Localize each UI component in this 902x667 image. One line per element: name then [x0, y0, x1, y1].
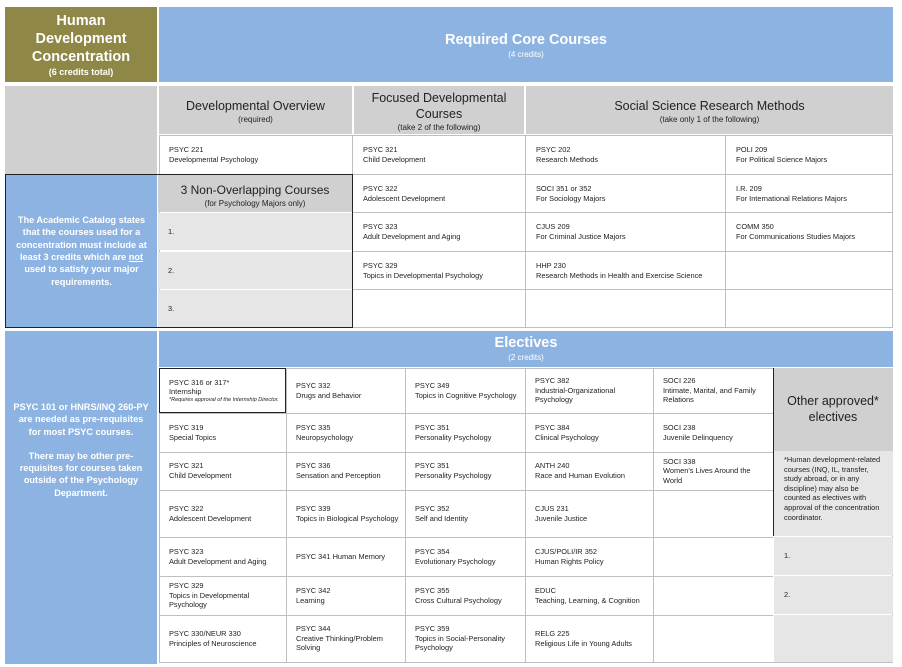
non-overlapping-header: [158, 175, 352, 212]
elective-course: [405, 576, 525, 615]
core-courses-title: Required Core Courses: [445, 32, 607, 48]
elective-course: [525, 490, 653, 537]
course-code: CJUS/POLI/IR 352: [535, 546, 598, 556]
prerequisite-other-note: There may be other pre-requisites for courses taken outside of the Psychology Department.: [19, 450, 143, 498]
row-divider: [653, 490, 773, 491]
other-electives-title: Other approved* electives: [787, 394, 879, 424]
elective-course: [159, 490, 286, 537]
course-code: PSYC 382: [535, 376, 570, 386]
focused-course-3: [353, 213, 525, 251]
course-code: PSYC 321: [363, 145, 398, 155]
course-code: PSYC 354: [415, 546, 450, 556]
course-code: PSYC 329: [363, 260, 398, 270]
course-code: HHP 230: [536, 260, 566, 270]
course-code: PSYC 349: [415, 380, 450, 390]
course-code: PSYC 330/NEUR 330: [169, 628, 241, 638]
course-name: Principles of Neuroscience: [169, 638, 257, 648]
core-courses-credits: (4 credits): [508, 50, 544, 59]
course-name: For Communications Studies Majors: [736, 232, 856, 241]
course-code: PSYC 336: [296, 461, 331, 471]
prerequisite-note-text: PSYC 101 or HNRS/INQ 260-PY are needed as pre-requisites for most PSYC courses.: [13, 402, 149, 437]
core-courses-banner: [159, 7, 893, 82]
other-electives-note: *Human development-related courses (INQ, IL, transfer, study abroad, or in any discipline) may also be counted as electives with approval of the concentration coordinator.: [774, 451, 893, 536]
course-name: Internship: [169, 387, 202, 397]
elective-course: [286, 452, 405, 490]
course-name: Adolescent Development: [363, 193, 446, 203]
developmental-overview-title: Developmental Overview: [186, 99, 325, 113]
course-name-cont: Solving: [296, 643, 321, 653]
electives-title: Electives: [494, 335, 558, 351]
course-code: PSYC 351: [415, 422, 450, 432]
other-elective-slot-1[interactable]: 1.: [774, 537, 893, 575]
course-code: PSYC 352: [415, 503, 450, 513]
course-code: PSYC 322: [169, 503, 204, 513]
course-name: For Sociology Majors: [536, 193, 606, 203]
course-name: Self and Identity: [415, 513, 469, 523]
course-name: Human Rights Policy: [535, 556, 604, 566]
elective-course: [286, 490, 405, 537]
catalog-note: [6, 175, 157, 327]
course-name: Personality Psychology: [415, 432, 492, 442]
course-name: Topics in Cognitive Psychology: [415, 390, 517, 400]
course-name: Women's Lives Around the: [663, 466, 751, 476]
elective-course: [525, 413, 653, 452]
research-course-hhp230: [526, 252, 725, 289]
left-spacer: [5, 86, 157, 174]
elective-course: [286, 413, 405, 452]
course-code: PSYC 339: [296, 503, 331, 513]
course-code: PSYC 329: [169, 581, 204, 591]
elective-course: [286, 368, 405, 413]
course-code: PSYC 332: [296, 380, 331, 390]
elective-course: [159, 368, 286, 413]
non-overlapping-note: (for Psychology Majors only): [204, 199, 306, 208]
course-code: CJUS 231: [535, 503, 569, 513]
course-name: For International Relations Majors: [736, 193, 847, 203]
non-overlap-slot-2[interactable]: 2.: [158, 252, 352, 289]
focused-course-1: [353, 136, 525, 174]
elective-course: [405, 368, 525, 413]
course-name: Child Development: [169, 471, 232, 480]
non-overlapping-title: 3 Non-Overlapping Courses: [180, 183, 330, 197]
course-code: SOCI 338: [663, 456, 696, 466]
core-course-psyc221: [159, 135, 352, 174]
course-name: Topics in Developmental Psychology: [363, 270, 483, 280]
other-elective-slot-2[interactable]: 2.: [774, 576, 893, 614]
course-code: PSYC 221: [169, 144, 204, 154]
course-name: Child Development: [363, 155, 426, 164]
course-code: SOCI 226: [663, 376, 696, 386]
non-overlap-slot-1[interactable]: 1.: [158, 213, 352, 250]
course-name-cont: World: [663, 475, 683, 485]
elective-course: [286, 615, 405, 662]
course-name-cont: Psychology: [169, 600, 207, 610]
research-course-cjus209: [526, 213, 725, 251]
course-name: Juvenile Justice: [535, 513, 588, 523]
course-name: Cross Cultural Psychology: [415, 595, 502, 605]
research-methods-title: Social Science Research Methods: [614, 99, 805, 113]
focused-course-4: [353, 252, 525, 289]
course-code: PSYC 351: [415, 461, 450, 471]
research-course-psyc202: [526, 136, 725, 174]
course-name: Adolescent Development: [169, 513, 252, 523]
course-code: PSYC 321: [169, 461, 204, 471]
developmental-overview-note: (required): [238, 115, 273, 124]
research-course-soci351: [526, 175, 725, 212]
research-methods-header: [526, 86, 893, 134]
prerequisite-note: [5, 331, 157, 664]
course-name: Personality Psychology: [415, 471, 492, 480]
course-name: Topics in Developmental: [169, 590, 250, 600]
non-overlap-slot-3[interactable]: 3.: [158, 290, 352, 327]
course-name: Religious Life in Young Adults: [535, 638, 632, 648]
course-code: ANTH 240: [535, 461, 570, 471]
course-name: Sensation and Perception: [296, 471, 381, 480]
course-code: PSYC 355: [415, 585, 450, 595]
concentration-header: [5, 7, 157, 82]
course-code: EDUC: [535, 585, 556, 595]
course-name: Juvenile Delinquency: [663, 432, 733, 442]
course-code: PSYC 202: [536, 145, 571, 155]
course-name: Adult Development and Aging: [363, 232, 461, 241]
elective-course: [653, 452, 773, 490]
course-name: Special Topics: [169, 432, 217, 442]
course-name: Creative Thinking/Problem: [296, 633, 383, 643]
research-course-comm350: [726, 213, 893, 251]
row-divider: [653, 615, 773, 616]
elective-course: [405, 452, 525, 490]
course-code: COMM 350: [736, 222, 774, 232]
focused-course-2: [353, 175, 525, 212]
course-code: PSYC 316 or 317*: [169, 377, 230, 387]
course-name: For Criminal Justice Majors: [536, 232, 626, 241]
elective-course: [286, 576, 405, 615]
course-name: Clinical Psychology: [535, 432, 599, 442]
course-code: CJUS 209: [536, 222, 570, 232]
electives-banner: [159, 331, 893, 367]
course-name: Learning: [296, 595, 325, 605]
course-code: RELG 225: [535, 628, 570, 638]
elective-course: [653, 413, 773, 452]
course-code: PSYC 344: [296, 624, 331, 634]
course-code: PSYC 342: [296, 585, 331, 595]
course-name: Research Methods: [536, 155, 599, 164]
research-methods-note: (take only 1 of the following): [659, 115, 760, 124]
elective-course: [405, 413, 525, 452]
course-name: Evolutionary Psychology: [415, 556, 496, 566]
course-code: SOCI 238: [663, 422, 696, 432]
elective-course: [159, 615, 286, 662]
elective-course: [159, 452, 286, 490]
research-course-ir209: [726, 175, 893, 212]
course-code: PSYC 322: [363, 183, 398, 193]
course-name-cont: Psychology: [415, 643, 453, 653]
electives-credits: (2 credits): [508, 353, 544, 362]
course-code: PSYC 341 Human Memory: [296, 551, 386, 561]
course-name: Topics in Social-Personality: [415, 633, 505, 643]
elective-course: [525, 576, 653, 615]
course-name: Intimate, Marital, and Family: [663, 385, 756, 395]
elective-course: [525, 452, 653, 490]
developmental-overview-header: [159, 86, 352, 134]
course-code: PSYC 359: [415, 624, 450, 634]
course-name: Adult Development and Aging: [169, 556, 267, 566]
course-name: Industrial-Organizational: [535, 385, 616, 395]
course-name: Neuropsychology: [296, 432, 354, 442]
row-divider: [653, 576, 773, 577]
elective-course: [405, 537, 525, 576]
elective-course: [159, 537, 286, 576]
course-name: Research Methods in Health and Exercise Science: [536, 270, 703, 280]
catalog-note-text: The Academic Catalog states that the courses used for a concentration must include at least 3 credits which are not used to satisfy your major requirements.: [16, 215, 147, 287]
other-elective-slot-3[interactable]: [774, 615, 893, 662]
course-code: PSYC 335: [296, 422, 331, 432]
course-name: Topics in Biological Psychology: [296, 513, 399, 523]
elective-course: [405, 490, 525, 537]
course-code: SOCI 351 or 352: [536, 183, 592, 193]
concentration-title: Human Development Concentration: [31, 13, 131, 65]
course-code: PSYC 319: [169, 422, 204, 432]
course-code: PSYC 323: [169, 546, 204, 556]
focused-courses-header: [354, 86, 524, 134]
elective-course: [525, 368, 653, 413]
course-code: I.R. 209: [736, 183, 762, 193]
elective-course: [286, 537, 405, 576]
focused-courses-title: Focused Developmental Courses: [371, 91, 507, 121]
elective-course: [159, 413, 286, 452]
course-name: For Political Science Majors: [736, 155, 828, 164]
elective-course: [653, 368, 773, 413]
course-name: Drugs and Behavior: [296, 390, 362, 400]
course-name-cont: Psychology: [535, 395, 573, 405]
elective-course: [405, 615, 525, 662]
research-course-poli209: [726, 136, 893, 174]
course-note: *Requires approval of the Internship Director.: [169, 396, 279, 403]
course-name: Teaching, Learning, & Cognition: [535, 595, 640, 605]
course-code: POLI 209: [736, 145, 768, 155]
course-code: PSYC 323: [363, 222, 398, 232]
elective-course: [525, 537, 653, 576]
course-name-cont: Relations: [663, 395, 694, 405]
elective-course: [525, 615, 653, 662]
focused-courses-note: (take 2 of the following): [397, 123, 481, 132]
elective-course: [159, 576, 286, 615]
course-name: Developmental Psychology: [169, 154, 259, 164]
course-name: Race and Human Evolution: [535, 471, 625, 480]
course-code: PSYC 384: [535, 422, 570, 432]
row-divider: [653, 537, 773, 538]
concentration-credits: (6 credits total): [48, 67, 114, 77]
